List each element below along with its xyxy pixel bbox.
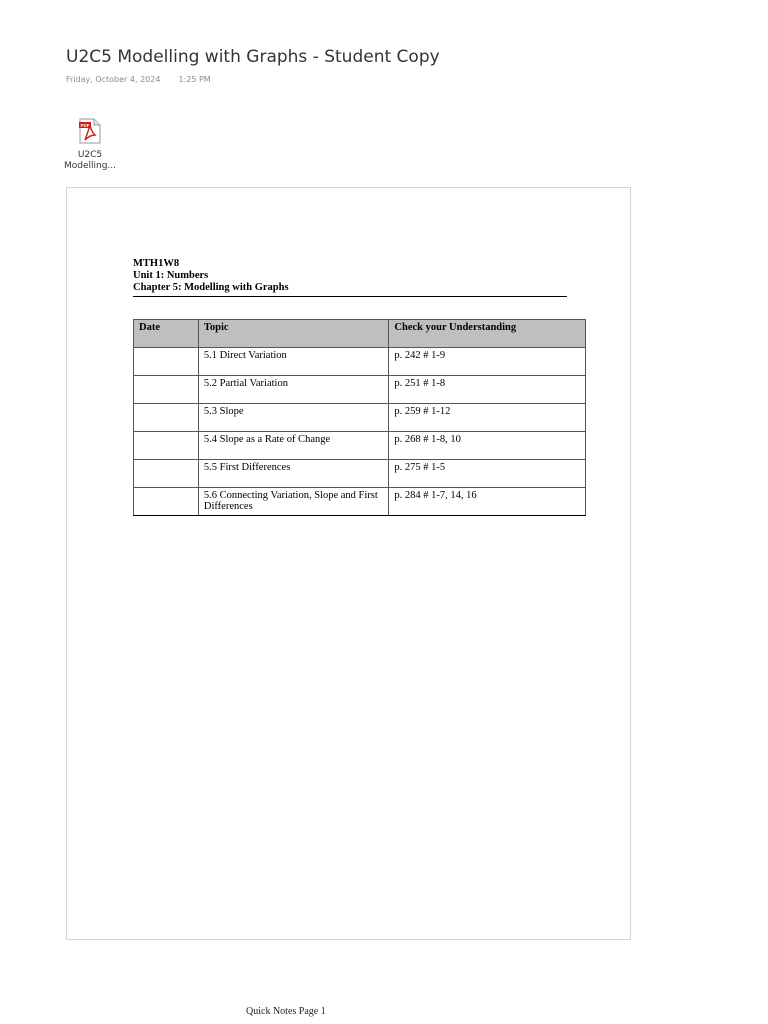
course-code: MTH1W8 bbox=[133, 258, 180, 269]
table-row bbox=[134, 376, 586, 404]
topic-cell: 5.5 First Differences bbox=[198, 460, 389, 488]
note-date: Friday, October 4, 2024 bbox=[66, 75, 161, 84]
column-header-topic: Topic bbox=[198, 320, 389, 348]
date-cell bbox=[134, 404, 199, 432]
date-cell bbox=[134, 488, 199, 516]
pdf-attachment[interactable] bbox=[60, 118, 120, 172]
table-row bbox=[134, 348, 586, 376]
table-row bbox=[134, 432, 586, 460]
topic-cell: 5.1 Direct Variation bbox=[198, 348, 389, 376]
date-cell bbox=[134, 348, 199, 376]
svg-text:PDF: PDF bbox=[80, 123, 90, 128]
date-cell bbox=[134, 376, 199, 404]
check-cell: p. 284 # 1-7, 14, 16 bbox=[389, 488, 586, 516]
column-header-check: Check your Understanding bbox=[389, 320, 586, 348]
note-title[interactable]: U2C5 Modelling with Graphs - Student Copy bbox=[66, 47, 440, 67]
pdf-printout-page bbox=[66, 187, 631, 940]
check-cell: p. 242 # 1-9 bbox=[389, 348, 586, 376]
table-row bbox=[134, 488, 586, 516]
chapter-title: Chapter 5: Modelling with Graphs bbox=[133, 282, 289, 293]
attachment-label: U2C5 Modelling... bbox=[63, 150, 117, 171]
note-timestamp bbox=[66, 75, 211, 84]
topics-table bbox=[133, 319, 586, 516]
pdf-file-icon bbox=[79, 118, 101, 144]
document-heading bbox=[133, 258, 567, 297]
heading-rule bbox=[133, 296, 567, 297]
topic-cell: 5.4 Slope as a Rate of Change bbox=[198, 432, 389, 460]
check-cell: p. 251 # 1-8 bbox=[389, 376, 586, 404]
topic-cell: 5.3 Slope bbox=[198, 404, 389, 432]
date-cell bbox=[134, 460, 199, 488]
check-cell: p. 268 # 1-8, 10 bbox=[389, 432, 586, 460]
table-row bbox=[134, 460, 586, 488]
note-time: 1:25 PM bbox=[178, 75, 211, 84]
check-cell: p. 259 # 1-12 bbox=[389, 404, 586, 432]
column-header-date: Date bbox=[134, 320, 199, 348]
date-cell bbox=[134, 432, 199, 460]
footer-label: Quick Notes Page 1 bbox=[246, 1006, 326, 1017]
check-cell: p. 275 # 1-5 bbox=[389, 460, 586, 488]
table-row bbox=[134, 404, 586, 432]
table-header-row bbox=[134, 320, 586, 348]
topic-cell: 5.2 Partial Variation bbox=[198, 376, 389, 404]
unit-title: Unit 1: Numbers bbox=[133, 270, 209, 281]
topic-cell: 5.6 Connecting Variation, Slope and First Differences bbox=[198, 488, 389, 516]
